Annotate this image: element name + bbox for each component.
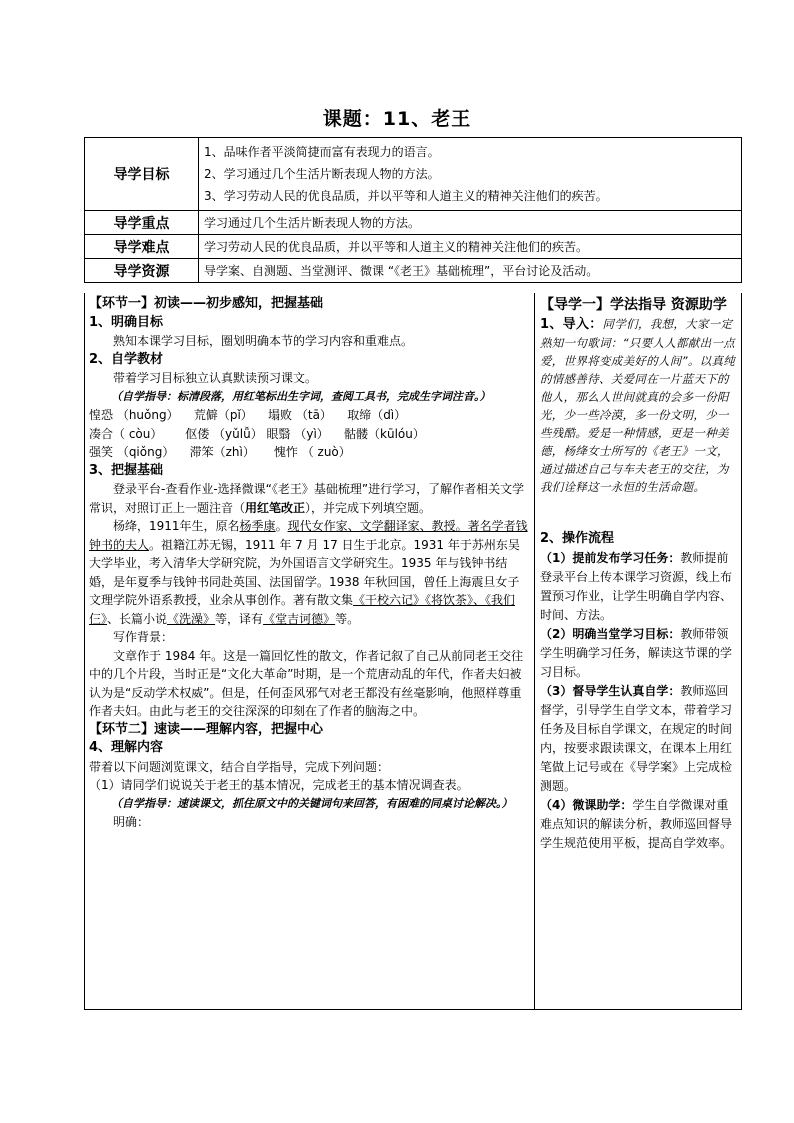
- step-three-c: ），并完成下列填空题。: [305, 500, 432, 515]
- flow-step: [540, 682, 738, 796]
- step-four-heading: 4、理解内容: [89, 740, 164, 755]
- goals-label: 导学目标: [85, 138, 199, 211]
- flow-step-title: （1）提前发布学习任务：: [540, 550, 681, 565]
- flow-step-text: 教师巡回督学，引导学生自学文本，带着学习任务及目标自学课文，在规定的时间内，按要求跟读课文，在课本上用红笔做上记号或在《导学案》上完成检测题。: [540, 683, 733, 793]
- background-text: 文章作于 1984 年。这是一篇回忆性的散文，作者记叙了自己从前同老王交往中的几个片段，当时正是“文化大革命”时期，是一个荒唐动乱的年代，作者夫妇被认为是“反动学术权威”。但是，任何歪风邪气对老王都没有丝毫影响，他照样尊重作者夫妇。由此与老王的交往深深的印刻在了作者的脑海之中。: [89, 648, 524, 718]
- flow-step: [540, 549, 738, 625]
- bio-blank: 《洗澡》: [167, 611, 216, 626]
- bio-blank: 《干校六记》《将饮茶》、《我们仨》: [89, 593, 516, 626]
- flow-step-title: （4）微课助学：: [540, 797, 633, 812]
- bio-part: 等。: [335, 611, 360, 626]
- flow-step-text: 学生自学微课对重难点知识的解读分析，教师巡回督导学生规范使用平板，提高自学效率。: [540, 797, 733, 850]
- pinyin-row: 惶恐 （huǒng） 荒僻（pǐ） 塌败 （tā） 取缔（dì）: [89, 408, 407, 422]
- bio-part: 杨绛，1911年生，原名: [113, 519, 240, 533]
- step-three-a: 登录平台-查看作业-选择微课“《老王》基础梳理”进行学习，了解作者相关文学常识，对照订正上一题注音（: [89, 482, 525, 515]
- difficulty-label: 导学难点: [85, 235, 199, 259]
- goals-cell: [199, 138, 742, 211]
- page-title: 课题：11、老王: [322, 108, 472, 130]
- difficulty-cell: 学习劳动人民的优良品质，并以平等和人道主义的精神关注他们的疾苦。: [199, 235, 742, 259]
- goal-item: 3、学习劳动人民的优良品质，并以平等和人道主义的精神关注他们的疾苦。: [204, 189, 608, 203]
- bio-blank: 杨季康: [239, 519, 276, 533]
- flow-step-title: （2）明确当堂学习目标：: [540, 626, 681, 641]
- lesson-body: [84, 293, 742, 1010]
- intro-body: 同学们，我想，大家一定熟知一句歌词：“只要人人都献出一点爱，世界将变成美好的人间”。以真纯的情感善待、关爱同在一片蓝天下的他人，那么人世间就真的会多一份阳光，少一些冷漠，多一份文明，少一些残酷。爱是一种情感，更是一种美德，杨绛女士所写的《老王》一文，通过描述自己与车夫老王的交往，为我们诠释这一永恒的生活命题。: [540, 317, 736, 494]
- resources-cell: 导学案、自测题、当堂测评、微课 “《老王》基础梳理”，平台讨论及活动。: [199, 259, 742, 283]
- intro-label: 1、导入：: [540, 317, 603, 332]
- pinyin-row: 凑合（ còu） 伛偻 （yǔlǚ） 眼翳 （yì） 骷髅（kūlóu）: [89, 426, 425, 441]
- flow-step: [540, 625, 738, 682]
- self-study-guide-2: （自学指导：速读课文，抓住原文中的关键词句来回答，有困难的同桌讨论解决。）: [111, 796, 513, 810]
- objectives-table: [84, 137, 742, 283]
- step-one-text: 熟知本课学习目标，圈划明确本节的学习内容和重难点。: [113, 334, 414, 348]
- step-one-heading: 1、明确目标: [89, 314, 164, 330]
- flow-step-title: （3）督导学生认真自学：: [540, 683, 681, 698]
- focus-label: 导学重点: [85, 211, 199, 235]
- bio-blank: 现代女作家、文学翻译家、教授。著名学者钱钟书的夫人: [89, 519, 528, 552]
- flow-step: [540, 796, 738, 853]
- intro-text: [540, 315, 738, 496]
- goal-item: 2、学习通过几个生活片断表现人物的方法。: [204, 167, 440, 181]
- flow-step-text: 教师提前登录平台上传本课学习资源，线上布置预习作业，让学生明确自学内容、时间、方法。: [540, 550, 733, 622]
- bio-blank: 《堂吉诃德》: [263, 611, 336, 626]
- step-two-heading: 2、自学教材: [89, 351, 164, 367]
- focus-cell: 学习通过几个生活片断表现人物的方法。: [199, 211, 742, 235]
- step-three-text: [89, 480, 529, 517]
- bio-part: 。祖籍江苏无锡，1911 年 7 月 17 日生于北京。1931 年于苏州东吴大学毕业，考入清华大学研究院，为外国语言文学研究生。1935 年与钱钟书结婚，是年夏季与钱钟书同赴英国、法国留学。1938 年秋回国，曾任上海震旦女子文理学院外语系教授，业余从事创作。著有散文集: [89, 537, 520, 607]
- bio-part: 等，译有: [215, 611, 264, 626]
- bio-part: 、长篇小说: [107, 611, 168, 626]
- step-three-heading: 3、把握基础: [89, 462, 164, 478]
- left-column: [89, 295, 529, 832]
- section-two-heading: 【环节二】速读——理解内容，把握中心: [89, 721, 324, 737]
- step-two-text: 带着学习目标独立认真默读预习课文。: [113, 371, 318, 385]
- goal-item: 1、品味作者平淡简捷而富有表现力的语言。: [204, 145, 440, 159]
- flow-step-text: 教师带领学生明确学习任务，解读这节课的学习目标。: [540, 626, 733, 679]
- guide-one-heading: 【导学一】学法指导 资源助学: [540, 297, 727, 313]
- step-three-emph: 用红笔改正: [245, 500, 306, 515]
- section-one-heading: 【环节一】初读——初步感知，把握基础: [89, 296, 324, 311]
- author-bio: [89, 517, 529, 628]
- question-one: （1）请同学们说说关于老王的基本情况，完成老王的基本情况调查表。: [89, 778, 469, 792]
- flow-heading: 2、操作流程: [540, 531, 615, 546]
- right-column: [540, 295, 738, 853]
- answer-label: 明确：: [113, 815, 150, 829]
- column-divider: [534, 293, 535, 1009]
- self-study-guide: （自学指导：标清段落，用红笔标出生字词，查阅工具书，完成生字词注音。）: [111, 389, 491, 403]
- step-four-text: 带着以下问题浏览课文，结合自学指导，完成下列问题：: [89, 759, 390, 774]
- bio-part: 。: [275, 519, 288, 533]
- resources-label: 导学资源: [85, 259, 199, 283]
- pinyin-row: 强笑 （qiǒng） 滞笨（zhì） 愧怍 （ zuò）: [89, 445, 351, 459]
- background-label: 写作背景：: [113, 630, 174, 644]
